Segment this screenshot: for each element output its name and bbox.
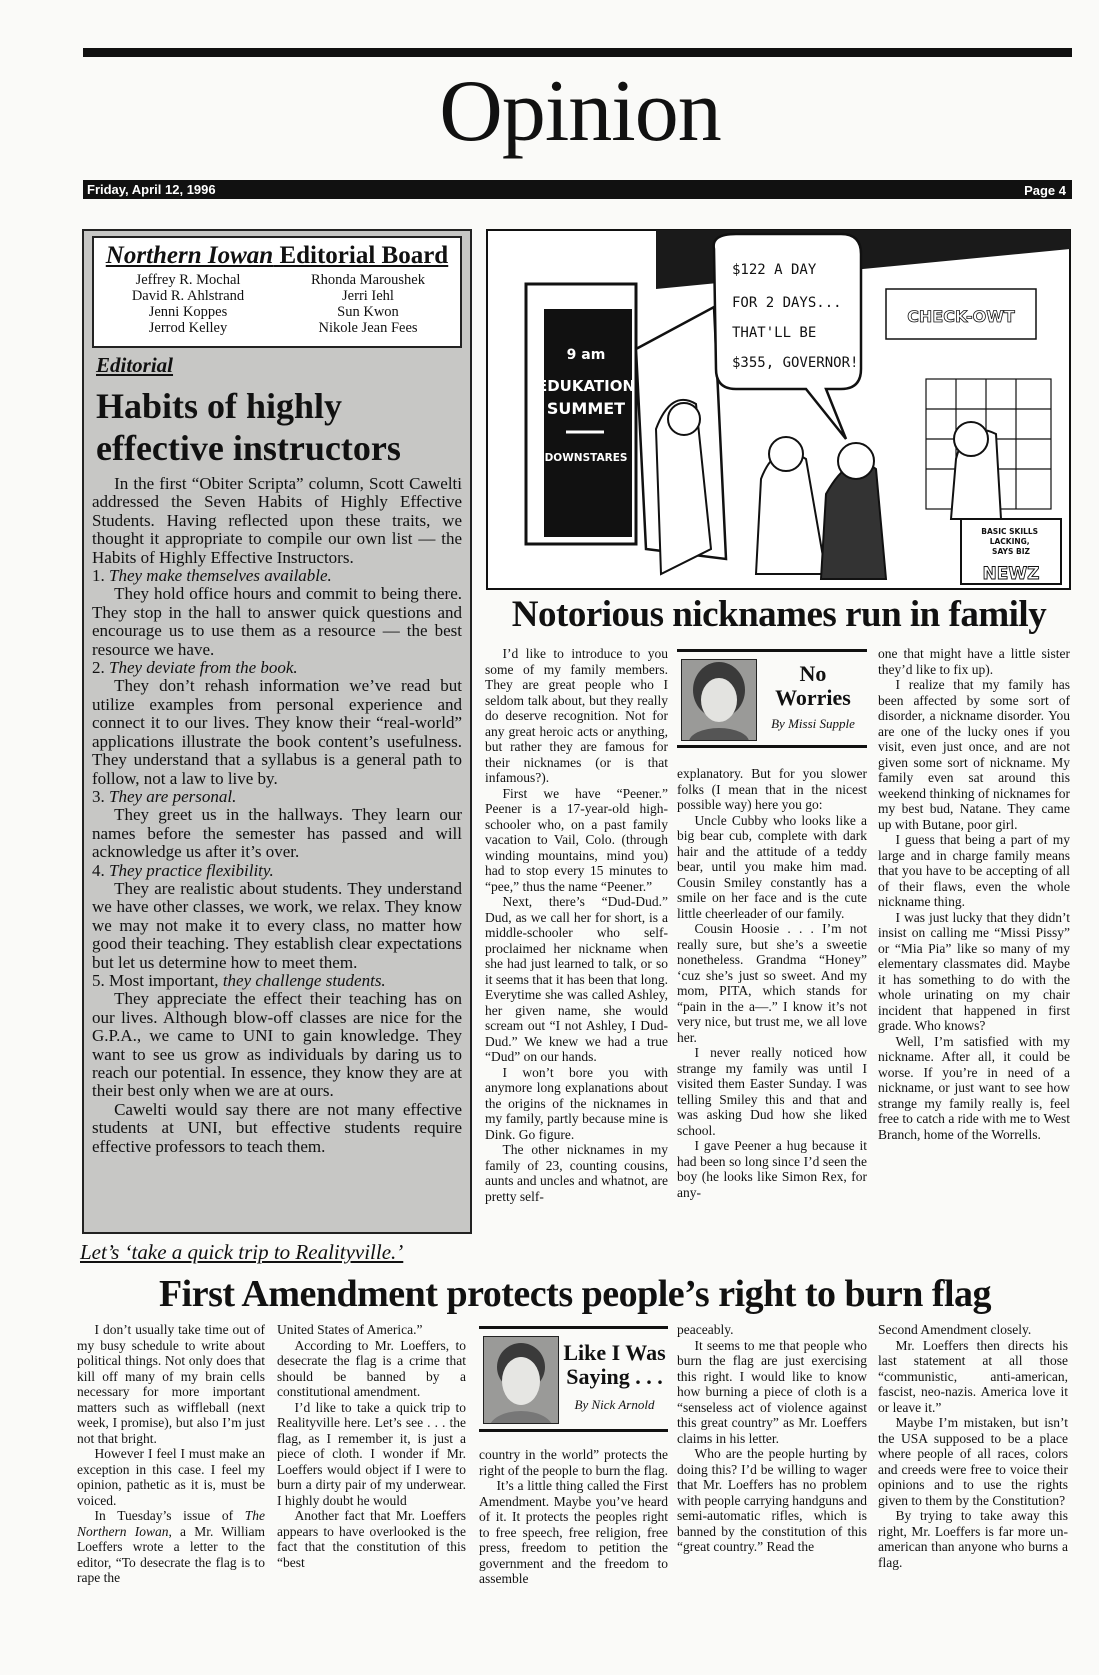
paragraph: In the first “Obiter Scripta” column, Scott Cawelti addressed the Seven Habits of Highly Effective Students. Having reflected upon these traits, we thought it appropriate to compile our own list — the Habits of Highly Effective Instructors. xyxy=(92,474,462,567)
sign-time: 9 am xyxy=(566,347,606,363)
board-label: Editorial Board xyxy=(273,242,449,269)
text: 5. Most important, xyxy=(92,970,223,990)
column-header-no-worries xyxy=(677,649,867,748)
board-member: Jeffrey R. Mochal xyxy=(135,272,241,288)
editorial-board-title xyxy=(94,242,460,270)
page-number: Page 4 xyxy=(1024,183,1066,198)
flag-column-5 xyxy=(878,1322,1068,1570)
paragraph: First we have “Peener.” Peener is a 17-year-old high-schooler who, on a past family vacation to Vail, Colo. (through winding mountains, mind you) had to stop every 15 minutes to “pee,” thus the name “Peener.” xyxy=(485,785,668,894)
paragraph xyxy=(277,1322,466,1338)
paragraph: I’d like to introduce to you some of my family members. They are great people who I seldom talk about, but they really do deserve recognition. Not for any great heroic acts or anything, but rather they are famous for their nicknames (or is that infamous?). xyxy=(485,646,668,785)
text: 4. xyxy=(92,860,109,880)
paragraph: However I feel I must make an exception in this case. I feel my opinion, pathetic as it is, must be voiced. xyxy=(77,1446,265,1508)
board-member: Jenni Koppes xyxy=(148,304,228,320)
board-members-left xyxy=(98,272,278,336)
italic-text: They deviate from the book. xyxy=(109,658,298,678)
paragraph: They don’t rehash information we’ve read but utilize examples from personal experience and connect it to our lives. They know their “real-world” applications illustrate the book content’s usefulness. They understand that a syllabus is a general path to follow, not a law to live by. xyxy=(92,676,462,788)
text: peaceably. xyxy=(677,1322,734,1337)
board-member: Nikole Jean Fees xyxy=(318,320,418,336)
nicknames-headline: Notorious nicknames run in family xyxy=(511,594,1047,635)
paragraph: I’d like to take a quick trip to Realityville here. Let’s see . . . the flag, as I remember it, is just a piece of cloth. I wonder if Mr. Loeffers would object if I were to burn a dirty pair of my underwear. I highly doubt he would xyxy=(277,1399,466,1508)
text: In Tuesday’s issue of xyxy=(94,1508,245,1523)
editorial-body xyxy=(92,475,462,1156)
news-line: BASIC SKILLS xyxy=(981,527,1039,536)
bubble-line: $355, GOVERNOR! xyxy=(732,355,859,371)
text: , a Mr. William Loeffers wrote a letter to the editor, “To desecrate the flag is to rape the xyxy=(77,1523,265,1585)
paragraph xyxy=(77,1508,265,1586)
columnist-photo xyxy=(681,659,757,741)
paragraph: The other nicknames in my family of 23, counting cousins, aunts and uncles and whatnot, are pretty self- xyxy=(485,1142,668,1204)
paragraph: Cawelti would say there are not many effective students at UNI, but effective students require effective professors to teach them. xyxy=(92,1099,462,1156)
date-bar xyxy=(83,180,1072,199)
paragraph: They greet us in the hallways. They learn our names before the semester has passed and will acknowledge us after it’s over. xyxy=(92,805,462,862)
byline: By Nick Arnold xyxy=(574,1397,655,1412)
column-title-line: Like I Was xyxy=(563,1340,666,1365)
paper-name: Northern Iowan xyxy=(105,242,274,269)
paragraph: It’s a little thing called the First Amendment. Maybe you’ve heard of it. It protects the peoples right to free speech, free religion, free press, freedom to petition the government and the freedom to assemble xyxy=(479,1478,668,1586)
paragraph xyxy=(479,1447,668,1478)
paragraph: It seems to me that people who burn the flag are just exercising this right. I would like to know how burning a piece of cloth is a “senseless act of violence against this great country” as Mr. Loeffers claims in his letter. xyxy=(677,1337,867,1446)
column-title-line: Worries xyxy=(775,685,851,710)
columnist-photo xyxy=(483,1336,559,1424)
paragraph: Mr. Loeffers then directs his last statement at all those “communistic, anti-american, fascist, neo-nazis. America love it or leave it.” xyxy=(878,1337,1068,1415)
editorial-content xyxy=(92,385,462,1156)
sign-line: DOWNSTARES xyxy=(544,452,628,464)
board-member: David R. Ahlstrand xyxy=(131,288,245,304)
bubble-line: $122 A DAY xyxy=(732,262,817,278)
bubble-line: THAT'LL BE xyxy=(732,325,817,341)
paragraph: I realize that my family has been affected by some sort of disorder, a nickname disorder. You are one of the lucky ones if you visit, even just once, and are not given some sort of nickname. My family even sat around this weekend thinking of nicknames for my best bud, Natane. They came up with Butane, poor girl. xyxy=(878,677,1070,832)
board-member: Jerri Iehl xyxy=(342,288,394,304)
paragraph: I guess that being a part of my large and in charge family means that you have to be accepting of all of their flaws, even the whole nickname thing. xyxy=(878,832,1070,909)
paragraph: They hold office hours and commit to being there. They stop in the hall to answer quick questions and encourage us to use them as a resource — the best resource we have. xyxy=(92,584,462,659)
paragraph: Who are the people hurting by doing this? I’d be willing to wager that Mr. Loeffers has no problem with people carrying handguns and semi-automatic rifles, which is banned by the constitution of this “great country.” Read the xyxy=(677,1446,867,1554)
column-title xyxy=(761,662,865,710)
paragraph: I don’t usually take time out of my busy schedule to write about political things. Not only does that kill off many of my brain cells necessary for more important matters such as wiffleball (next week, I promise), but also I’m just not that bright. xyxy=(77,1322,265,1446)
paragraph: Maybe I’m mistaken, but isn’t the USA supposed to be a place where people of all races, colors and creeds were free to voice their opinions and to use the rights given to them by the Constitution? xyxy=(878,1415,1068,1508)
italic-text: They are personal. xyxy=(109,786,237,806)
paragraph: I gave Peener a hug because it had been so long since I’d seen the boy (he looks like Simon Rex, for any- xyxy=(677,1138,867,1200)
checkout-sign: CHECK-OWT xyxy=(907,307,1015,326)
paragraph xyxy=(92,788,462,806)
column-title-line: No xyxy=(799,661,827,686)
italic-text: They practice flexibility. xyxy=(109,860,274,880)
italic-text: They make themselves available. xyxy=(109,566,332,586)
column-title xyxy=(563,1341,666,1389)
paragraph: By trying to take away this right, Mr. Loeffers is far more un-american than anyone who burns a flag. xyxy=(878,1508,1068,1570)
flag-column-2 xyxy=(277,1322,466,1570)
paragraph xyxy=(92,567,462,585)
paragraph: Cousin Hoosie . . . I’m not really sure, but she’s a sweetie nonetheless. Grandma “Honey” ‘cuz she’s just so sweet. And my mom, PITA, which stands for “pain in the a—.” I know it’s not very nice, but trust me, we all love her. xyxy=(677,921,867,1045)
paragraph: They appreciate the effect their teaching has on our lives. Although blow-off classes are nice for the G.P.A., we came to UNI to gain knowledge. They want to see us grow as individuals by daring us to reach our potential. In essence, they know they are at their best only when we are at ours. xyxy=(92,989,462,1101)
paragraph xyxy=(677,1322,867,1338)
text: 3. xyxy=(92,786,109,806)
top-rule xyxy=(83,48,1072,57)
issue-date: Friday, April 12, 1996 xyxy=(87,182,216,197)
paragraph: I won’t bore you with anymore long explanations about the origins of the nicknames in my family, partly because mine is Dink. Go figure. xyxy=(485,1064,668,1142)
board-members-right xyxy=(278,272,458,336)
board-member: Rhonda Maroushek xyxy=(311,272,425,288)
editorial-headline: Habits of highly effective instructors xyxy=(96,386,401,468)
news-box-label: NEWZ xyxy=(982,564,1040,584)
editorial-board-box xyxy=(92,236,462,348)
paragraph xyxy=(878,646,1070,677)
sign-line: EDUKATION xyxy=(536,377,636,395)
flag-column-4 xyxy=(677,1322,867,1555)
italic-text: The Northern Iowan xyxy=(77,1508,265,1539)
text: explanatory. But for you slower folks (I mean that in the nicest possible way) here you go: xyxy=(677,766,867,812)
flag-headline: First Amendment protects people’s right to burn flag xyxy=(158,1273,992,1315)
text: 1. xyxy=(92,566,109,586)
editorial-cartoon xyxy=(486,229,1071,590)
flag-column-3 xyxy=(479,1447,668,1587)
text: one that might have a little sister they’d like to fix up). xyxy=(878,646,1070,677)
text: 2. xyxy=(92,658,109,678)
column-title-line: Saying . . . xyxy=(566,1364,663,1389)
column-header-like-i-was-saying xyxy=(479,1326,668,1432)
paragraph xyxy=(677,766,867,813)
flag-column-1 xyxy=(77,1322,265,1586)
paragraph: According to Mr. Loeffers, to desecrate the flag is a crime that should be banned by a constitutional amendment. xyxy=(277,1337,466,1399)
paragraph: Well, I’m satisfied with my nickname. After all, it could be worse. If you’re in need of a nickname, or just want to see how strange my family really is, feel free to catch a ride with me to West Branch, home of the Worrells. xyxy=(878,1033,1070,1142)
nicknames-column-1 xyxy=(485,646,668,1204)
board-member: Sun Kwon xyxy=(337,304,399,320)
italic-text: they challenge students. xyxy=(222,970,386,990)
board-member: Jerrod Kelley xyxy=(148,320,228,336)
nicknames-column-3 xyxy=(878,646,1070,1142)
bubble-line: FOR 2 DAYS... xyxy=(732,295,842,311)
paragraph xyxy=(92,862,462,880)
news-line: LACKING, xyxy=(989,537,1030,546)
paragraph: Another fact that Mr. Loeffers appears to have overlooked is the fact that the constitution of this “best xyxy=(277,1508,466,1570)
paragraph: I was just lucky that they didn’t insist on calling me “Missi Pissy” or “Mia Pia” like so many of my elementary classmates did. Maybe it has something to do with the whole urinating on my chair incident that happened in first grade. Who knows? xyxy=(878,909,1070,1033)
section-title: Opinion xyxy=(439,63,721,160)
paragraph: They are realistic about students. They understand we have other classes, we work, we relax. They know we may not make it to every class, no matter how good their teaching. They establish clear expectations but let us determine how to meet them. xyxy=(92,878,462,972)
editorial-kicker: Editorial xyxy=(96,353,174,377)
flag-kicker: Let’s ‘take a quick trip to Realityville.’ xyxy=(80,1240,404,1264)
summit-sign xyxy=(544,309,632,537)
text: Second Amendment closely. xyxy=(878,1322,1032,1337)
paragraph: Next, there’s “Dud-Dud.” Dud, as we call her for short, is a middle-schooler who self-proclaimed her nickname when she had just learned to talk, or so it seems that it has been that long. Everytime she was called Ashley, her given name, she would scream out “I not Ashley, I Dud-Dud.” We knew we had a true “Dud” on our hands. xyxy=(485,894,668,1064)
paragraph xyxy=(92,659,462,677)
editorial-box xyxy=(82,229,472,1234)
paragraph xyxy=(92,972,462,990)
text: United States of America.” xyxy=(277,1322,423,1337)
sign-line: SUMMET xyxy=(546,399,626,418)
news-line: SAYS BIZ xyxy=(992,547,1030,556)
paragraph xyxy=(878,1322,1068,1338)
nicknames-column-2 xyxy=(677,766,867,1200)
paragraph: Uncle Cubby who looks like a big bear cub, complete with dark hair and the attitude of a teddy bear, until you make him mad. Cousin Smiley constantly has a smile on her face and is the cute little cheerleader of our family. xyxy=(677,812,867,921)
paragraph: I never really noticed how strange my family was until I visited them Easter Sunday. I was telling Smiley this and that and was asking Dud how she liked school. xyxy=(677,1045,867,1138)
byline: By Missi Supple xyxy=(771,716,855,731)
text: country in the world” protects the right of the people to burn the flag. xyxy=(479,1447,668,1478)
